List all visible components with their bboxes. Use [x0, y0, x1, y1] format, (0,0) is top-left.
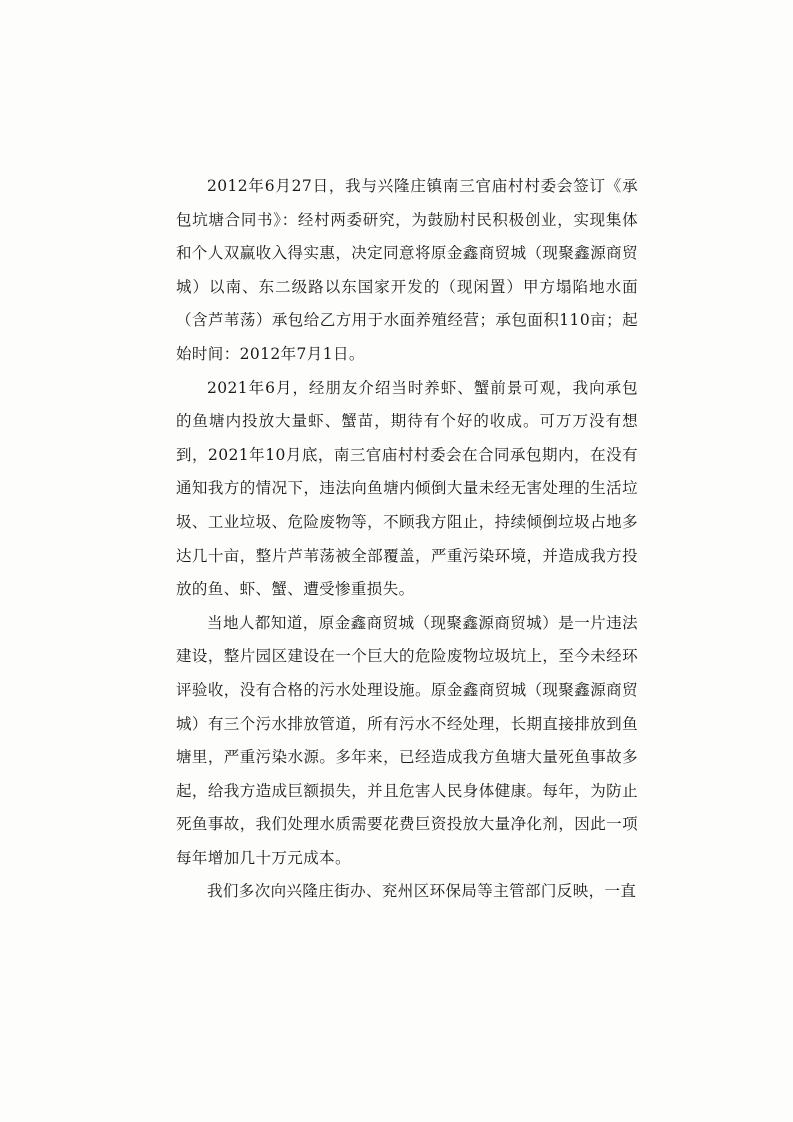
paragraph-contract: 2012年6月27日，我与兴隆庄镇南三官庙村村委会签订《承包坑塘合同书》：经村两委研究，为鼓励村民积极创业，实现集体和个人双赢收入得实惠，决定同意将原金鑫商贸城（现聚鑫源商贸城）以南、东二级路以东国家开发的（现闲置）甲方塌陷地水面（含芦苇荡）承包给乙方用于水面养殖经营；承包面积110亩；起始时间：2012年7月1日。 — [176, 177, 638, 363]
paragraph-complaints: 我们多次向兴隆庄街办、兖州区环保局等主管部门反映，一直 — [207, 882, 637, 901]
paragraph-dumping-incident: 2021年6月，经朋友介绍当时养虾、蟹前景可观，我向承包的鱼塘内投放大量虾、蟹苗，期待有个好的收成。可万万没有想到，2021年10月底，南三官庙村村委会在合同承包期内，在没有通知我方的情况下，违法向鱼塘内倾倒大量未经无害处理的生活垃圾、工业垃圾、危险废物等，不顾我方阻止，持续倾倒垃圾占地多达几十亩，整片芦苇荡被全部覆盖，严重污染环境，并造成我方投放的鱼、虾、蟹、遭受惨重损失。 — [176, 378, 638, 599]
paragraph-pollution-history: 当地人都知道，原金鑫商贸城（现聚鑫源商贸城）是一片违法建设，整片园区建设在一个巨大的危险废物垃圾坑上，至今未经环评验收，没有合格的污水处理设施。原金鑫商贸城（现聚鑫源商贸城）有三个污水排放管道，所有污水不经处理，长期直接排放到鱼塘里，严重污染水源。多年来，已经造成我方鱼塘大量死鱼事故多起，给我方造成巨额损失，并且危害人民身体健康。每年，为防止死鱼事故，我们处理水质需要花费巨资投放大量净化剂，因此一项每年增加几十万元成本。 — [176, 613, 638, 867]
document-body — [176, 170, 638, 909]
